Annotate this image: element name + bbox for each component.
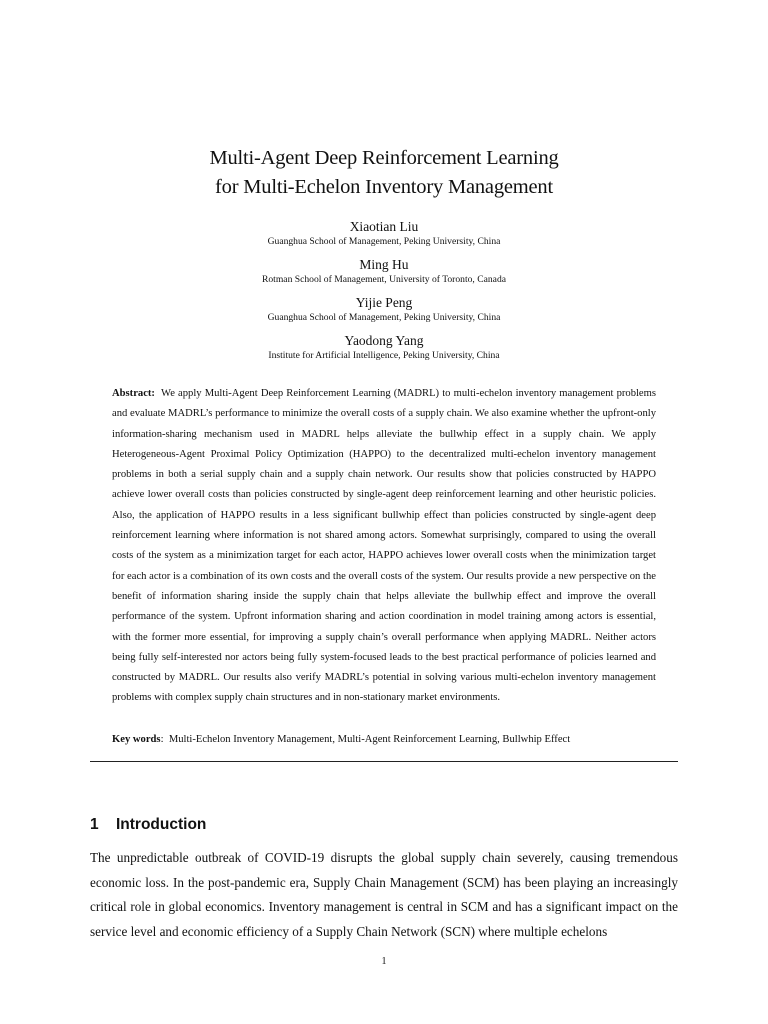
author-list <box>0 218 768 370</box>
abstract-label: Abstract: <box>112 388 155 399</box>
abstract-text: We apply Multi-Agent Deep Reinforcement Learning (MADRL) to multi-echelon inventory management problems and evaluate MADRL’s performance to minimize the overall costs of a supply chain. We also examine whether the upfront-only information-sharing mechanism used in MADRL helps alleviate the bullwhip effect in a supply chain. We apply Heterogeneous-Agent Proximal Policy Optimization (HAPPO) to the decentralized multi-echelon inventory management problems in both a serial supply chain and a supply chain network. Our results show that policies constructed by HAPPO achieve lower overall costs than policies constructed by single-agent deep reinforcement learning and other heuristic policies. Also, the application of HAPPO results in a less significant bullwhip effect than policies constructed by single-agent deep reinforcement learning where information is not shared among actors. Somewhat surprisingly, compared to using the overall costs of the system as a minimization target for each actor, HAPPO achieves lower overall costs when the minimization target for each actor is a combination of its own costs and the overall costs of the system. Our results provide a new perspective on the benefit of information sharing inside the supply chain that helps alleviate the bullwhip effect and improve the overall performance of the system. Upfront information sharing and action coordination in model training among actors is essential, with the former more essential, for improving a supply chain’s overall performance when applying MADRL. Neither actors being fully self-interested nor actors being fully system-focused leads to the best practical performance of policies learned and constructed by MADRL. Our results also verify MADRL’s potential in solving various multi-echelon inventory management problems with complex supply chain structures and in non-stationary market environments. <box>112 388 656 704</box>
author-entry <box>0 256 768 286</box>
section-divider <box>90 761 678 762</box>
author-entry <box>0 332 768 362</box>
abstract-paragraph <box>112 384 656 709</box>
title-line-1: Multi-Agent Deep Reinforcement Learning <box>209 147 559 169</box>
section-number: 1 <box>90 816 99 833</box>
author-affiliation: Guanghua School of Management, Peking University, China <box>267 312 501 323</box>
keywords-separator: : <box>160 734 164 745</box>
title-line-2: for Multi-Echelon Inventory Management <box>215 176 553 198</box>
keywords <box>112 731 656 749</box>
author-affiliation: Rotman School of Management, University of Toronto, Canada <box>261 274 506 285</box>
keywords-label: Key words <box>112 734 161 745</box>
author-name: Yaodong Yang <box>344 333 424 348</box>
author-name: Yijie Peng <box>355 295 413 310</box>
author-name: Xiaotian Liu <box>349 219 419 234</box>
section-title: Introduction <box>116 816 207 833</box>
author-entry <box>0 294 768 324</box>
page-number: 1 <box>381 956 387 967</box>
author-entry <box>0 218 768 248</box>
paper-title <box>0 144 768 202</box>
keywords-text: Multi-Echelon Inventory Management, Multi-Agent Reinforcement Learning, Bullwhip Effect <box>168 734 571 745</box>
introduction-paragraph: The unpredictable outbreak of COVID-19 disrupts the global supply chain severely, causing tremendous economic loss. In the post-pandemic era, Supply Chain Management (SCM) has been playing an increasingly critical role in global economics. Inventory management is central in SCM and has a significant impact on the service level and economic efficiency of a Supply Chain Network (SCN) where multiple echelons <box>90 850 678 939</box>
author-affiliation: Guanghua School of Management, Peking University, China <box>267 236 501 247</box>
abstract <box>112 384 656 709</box>
author-name: Ming Hu <box>359 257 409 272</box>
section-heading <box>90 814 206 836</box>
author-affiliation: Institute for Artificial Intelligence, Peking University, China <box>268 350 500 361</box>
